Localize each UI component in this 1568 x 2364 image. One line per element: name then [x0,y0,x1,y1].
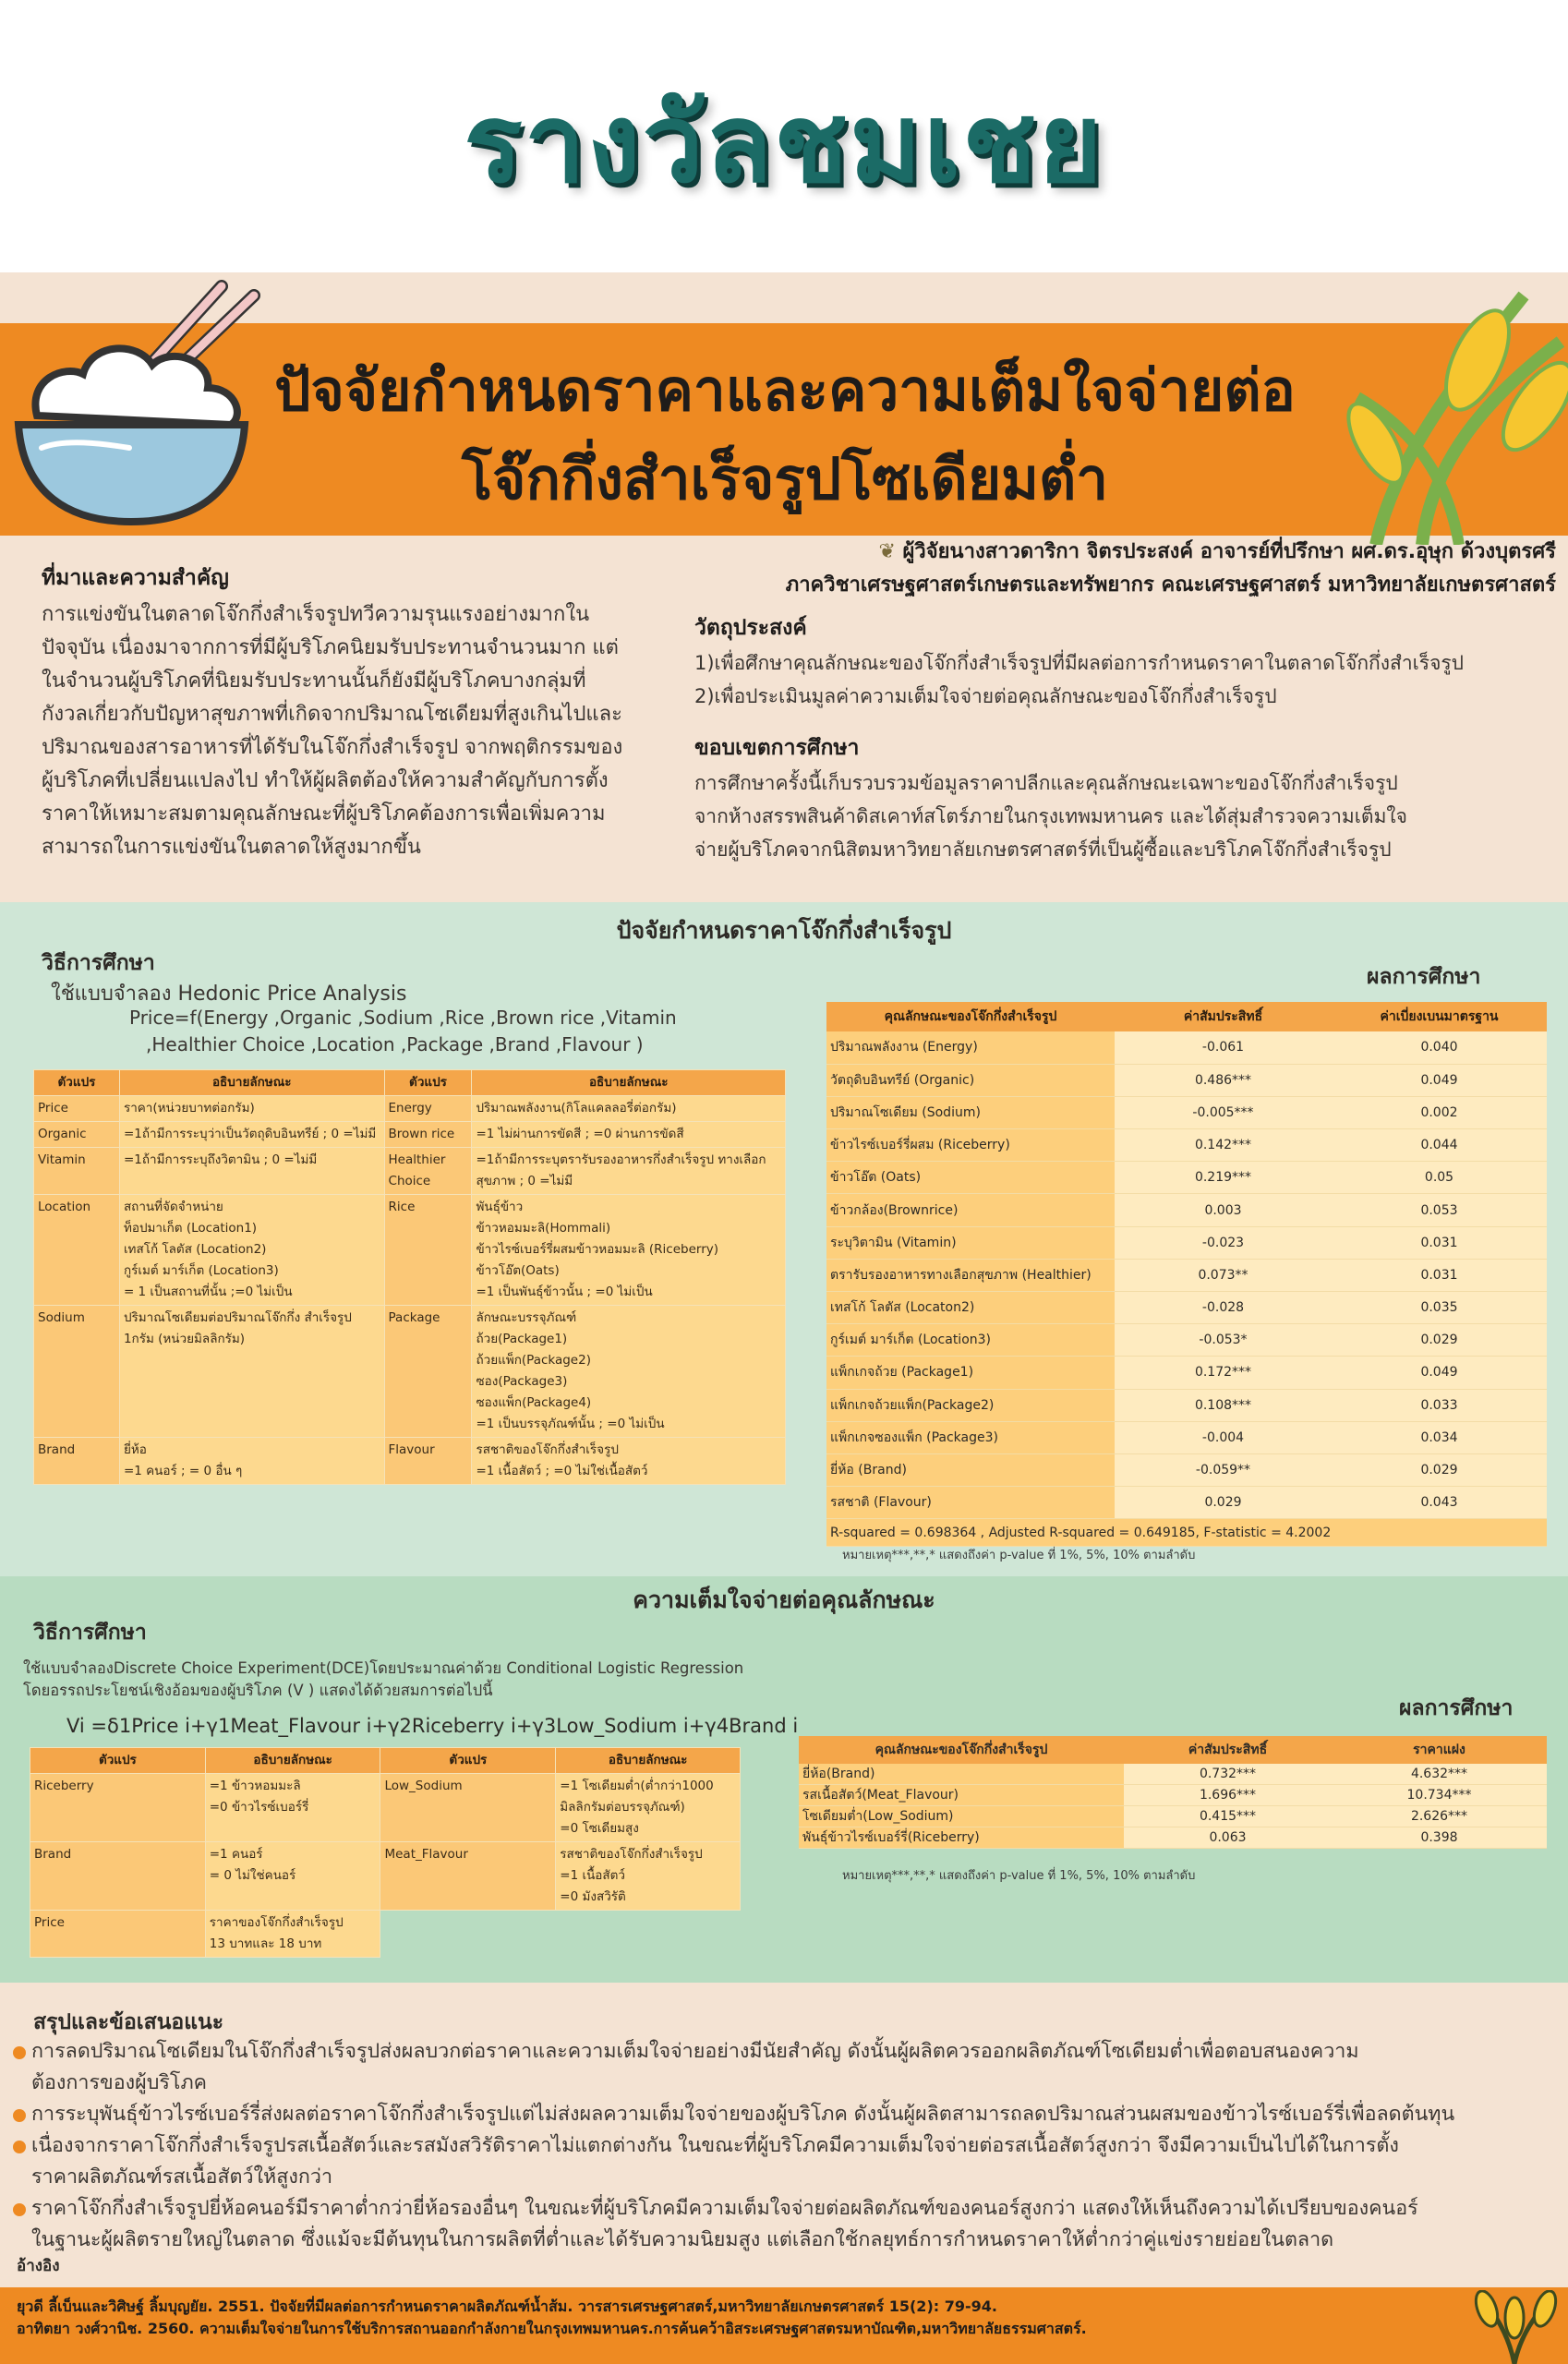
std-error: 0.002 [1332,1096,1547,1128]
bg-line: ในจำนวนผู้บริโภคที่นิยมรับประทานนั้นก็ยังมีผู้บริโภคบางกลุ่มที่ [42,669,586,693]
objectives-heading: วัตถุประสงค์ [694,616,807,640]
std-error: 0.044 [1332,1129,1547,1162]
attribute-name: กูร์เมต์ มาร์เก็ต (Location3) [826,1324,1115,1357]
formula-line: ,Healthier Choice ,Location ,Package ,Brand ,Flavour ) [146,1033,644,1055]
table-row [30,1911,741,1958]
col-header: คุณลักษณะของโจ๊กกึ่งสำเร็จรูป [799,1736,1124,1764]
rice-plant-small-icon [1464,2290,1565,2364]
authors [665,536,1556,602]
scope-heading: ขอบเขตการศึกษา [694,736,860,760]
col-header: อธิบายลักษณะ [556,1748,741,1774]
variable-name: Sodium [34,1306,120,1438]
coefficient: 0.172*** [1115,1357,1332,1389]
attribute-name: ยี่ห้อ(Brand) [799,1764,1124,1785]
std-error: 0.05 [1332,1162,1547,1194]
table-row [799,1806,1547,1827]
coefficient: -0.005*** [1115,1096,1332,1128]
attribute-name: ระบุวิตามิน (Vitamin) [826,1226,1115,1259]
hedonic-result-table [826,1002,1547,1547]
implicit-price: 4.632*** [1332,1764,1547,1785]
table-row [826,1194,1547,1226]
col-header: ค่าสัมประสิทธิ์ [1115,1002,1332,1031]
table-row [826,1064,1547,1096]
background-heading: ที่มาและความสำคัญ [42,566,229,590]
variable-name: Location [34,1195,120,1306]
bg-line: ปริมาณของสารอาหารที่ได้รับในโจ๊กกึ่งสำเร็จรูป จากพฤติกรรมของ [42,736,623,759]
coefficient: 0.142*** [1115,1129,1332,1162]
coefficient: 0.219*** [1115,1162,1332,1194]
attribute-name: ข้าวกล้อง(Brownrice) [826,1194,1115,1226]
attribute-name: ปริมาณโซเดียม (Sodium) [826,1096,1115,1128]
hedonic-method-line: ใช้แบบจำลอง Hedonic Price Analysis [51,983,407,1006]
table-row [826,1487,1547,1519]
background-block [42,561,679,864]
variable-description: รสชาติของโจ๊กกึ่งสำเร็จรูป =1 เนื้อสัตว์ =0 มังสวิรัติ [556,1842,741,1911]
wtp-note: หมายเหตุ***,**,* แสดงถึงค่า p-value ที่ 1%, 5%, 10% ตามลำดับ [842,1869,1196,1883]
std-error: 0.043 [1332,1487,1547,1519]
variable-description: =1ถ้ามีการระบุว่าเป็นวัตถุดิบอินทรีย์ ; 0 =ไม่มี [119,1122,384,1148]
bg-line: กังวลเกี่ยวกับปัญหาสุขภาพที่เกิดจากปริมาณโซเดียมที่สูงเกินไปและ [42,703,622,726]
hedonic-method-heading: วิธีการศึกษา [42,951,155,975]
variable-description: =1 คนอร์ = 0 ไม่ใช่คนอร์ [205,1842,380,1911]
std-error: 0.031 [1332,1259,1547,1291]
hedonic-variable-table [33,1069,786,1485]
background-text [42,598,679,864]
attribute-name: ตรารับรองอาหารทางเลือกสุขภาพ (Healthier) [826,1259,1115,1291]
variable-name: Energy [384,1096,472,1122]
variable-description: =1 ข้าวหอมมะลิ =0 ข้าวไรซ์เบอร์รี่ [205,1774,380,1842]
wtp-equation: Vi =δ1Price i+γ1Meat_Flavour i+γ2Riceberry i+γ3Low_Sodium i+γ4Brand i [66,1715,799,1737]
table-row [826,1226,1547,1259]
variable-name: Riceberry [30,1774,206,1842]
variable-description: =1 โซเดียมต่ำ(ต่ำกว่า1000 มิลลิกรัมต่อบรรจุภัณฑ์) =0 โซเดียมสูง [556,1774,741,1842]
col-header: คุณลักษณะของโจ๊กกึ่งสำเร็จรูป [826,1002,1115,1031]
scope-line: จากห้างสรรพสินค้าดิสเคาท์สโตร์ภายในกรุงเทพมหานคร และได้สุ่มสำรวจความเต็มใจ [694,805,1407,827]
std-error: 0.034 [1332,1421,1547,1453]
col-header: ราคาแฝง [1332,1736,1547,1764]
attribute-name: แพ็กเกจซองแพ็ก (Package3) [826,1421,1115,1453]
conclusion-line: เนื่องจากราคาโจ๊กกึ่งสำเร็จรูปรสเนื้อสัตว์และรสมังสวิรัติราคาไม่แตกต่างกัน ในขณะที่ผู้บริโภคมีความเต็มใจจ่ายต่อรสเนื้อสัตว์สูงกว่า จึงมีความเป็นไปได้ในการตั้ง [31,2134,1399,2157]
bg-line: การแข่งขันในตลาดโจ๊กกึ่งสำเร็จรูปทวีความรุนแรงอย่างมากใน [42,603,590,626]
std-error: 0.049 [1332,1064,1547,1096]
wtp-result-heading: ผลการศึกษา [1399,1696,1514,1720]
table-row [826,1096,1547,1128]
attribute-name: ปริมาณพลังงาน (Energy) [826,1031,1115,1064]
coefficient: 0.486*** [1115,1064,1332,1096]
conclusion-line: ในฐานะผู้ผลิตรายใหญ่ในตลาด ซึ่งแม้จะมีต้นทุนในการผลิตที่ต่ำและได้รับความนิยมสูง แต่เลือกใช้กลยุทธ์การกำหนดราคาให้ต่ำกว่าคู่แข่งรายย่อยในตลาด [31,2228,1334,2251]
conclusion-line: การระบุพันธุ์ข้าวไรซ์เบอร์รี่ส่งผลต่อราคาโจ๊กกึ่งสำเร็จรูปแต่ไม่ส่งผลความเต็มใจจ่ายของผู้บริโภค ดังนั้นผู้ผลิตสามารถลดปริมาณส่วนผสมของข้าวไรซ์เบอร์รี่เพื่อลดต้นทุน [31,2103,1455,2126]
coefficient: -0.053* [1115,1324,1332,1357]
table-row [799,1785,1547,1806]
table-row [826,1453,1547,1486]
variable-name: Rice [384,1195,472,1306]
conclusion-line: ต้องการของผู้บริโภค [31,2071,208,2094]
wheat-icon: ❦ [878,540,903,563]
variable-name: Vitamin [34,1148,120,1195]
hedonic-note: หมายเหตุ***,**,* แสดงถึงค่า p-value ที่ 1%, 5%, 10% ตามลำดับ [842,1549,1196,1562]
implicit-price: 10.734*** [1332,1785,1547,1806]
variable-name: Brown rice [384,1122,472,1148]
col-header: ค่าสัมประสิทธิ์ [1124,1736,1332,1764]
objectives-block [694,611,1562,713]
bg-line: ราคาให้เหมาะสมตามคุณลักษณะที่ผู้บริโภคต้องการเพื่อเพิ่มความ [42,802,606,826]
conclusion-item [13,2036,1560,2099]
variable-description: =1 ไม่ผ่านการขัดสี ; =0 ผ่านการขัดสี [472,1122,786,1148]
attribute-name: วัตถุดิบอินทรีย์ (Organic) [826,1064,1115,1096]
table-row [34,1096,786,1122]
attribute-name: รสเนื้อสัตว์(Meat_Flavour) [799,1785,1124,1806]
r-squared: R-squared = 0.698364 , Adjusted R-squared = 0.649185, F-statistic = 4.2002 [826,1519,1547,1547]
table-row [826,1162,1547,1194]
variable-description: ราคาของโจ๊กกึ่งสำเร็จรูป 13 บาทและ 18 บาท [205,1911,380,1958]
variable-description: ราคา(หน่วยบาทต่อกรัม) [119,1096,384,1122]
wtp-method-line: โดยอรรถประโยชน์เชิงอ้อมของผู้บริโภค (V ) แสดงได้ด้วยสมการต่อไปนี้ [23,1682,493,1699]
variable-name: Low_Sodium [380,1774,556,1842]
coefficient: 0.108*** [1115,1389,1332,1421]
variable-name: Meat_Flavour [380,1842,556,1911]
coefficient: 0.063 [1124,1827,1332,1849]
wtp-method-line: ใช้แบบจำลองDiscrete Choice Experiment(DCE)โดยประมาณค่าด้วย Conditional Logistic Regression [23,1659,744,1677]
hedonic-result-heading: ผลการศึกษา [1367,965,1481,989]
col-header: ตัวแปร [380,1748,556,1774]
attribute-name: เทสโก้ โลตัส (Locaton2) [826,1292,1115,1324]
references-heading: อ้างอิง [17,2257,60,2275]
references-list [17,2296,1457,2340]
std-error: 0.029 [1332,1453,1547,1486]
variable-name: Flavour [384,1438,472,1485]
poster-title [185,346,1385,524]
table-row [826,1357,1547,1389]
reference-item: อาทิตยา วงศ์วานิช. 2560. ความเต็มใจจ่ายในการใช้บริการสถานออกกำลังกายในกรุงเทพมหานคร.การค้นคว้าอิสระเศรษฐศาสตรมหาบัณฑิต,มหาวิทยาลัยธรรมศาสตร์. [17,2320,1087,2337]
scope-block [694,731,1562,866]
title-line-2: โจ๊กกึ่งสำเร็จรูปโซเดียมต่ำ [461,445,1109,513]
authors-line-2: ภาควิชาเศรษฐศาสตร์เกษตรและทรัพยากร คณะเศรษฐศาสตร์ มหาวิทยาลัยเกษตรศาสตร์ [785,573,1556,597]
attribute-name: ยี่ห้อ (Brand) [826,1453,1115,1486]
coefficient: -0.028 [1115,1292,1332,1324]
table-row [34,1438,786,1485]
variable-description: รสชาติของโจ๊กกึ่งสำเร็จรูป =1 เนื้อสัตว์ ; =0 ไม่ใช่เนื้อสัตว์ [472,1438,786,1485]
table-row [34,1195,786,1306]
authors-line-1: ผู้วิจัยนางสาวดาริกา จิตรประสงค์ อาจารย์ที่ปรึกษา ผศ.ดร.อุษุก ด้วงบุตรศรี [902,540,1556,563]
conclusion-item [13,2193,1560,2256]
col-header: อธิบายลักษณะ [119,1070,384,1096]
table-row [826,1292,1547,1324]
table-row [826,1031,1547,1064]
col-header: ค่าเบี่ยงเบนมาตรฐาน [1332,1002,1547,1031]
table-row [30,1774,741,1842]
table-row [34,1122,786,1148]
coefficient: 0.073** [1115,1259,1332,1291]
variable-description [556,1911,741,1958]
variable-name: Organic [34,1122,120,1148]
conclusion-line: ราคาโจ๊กกึ่งสำเร็จรูปยี่ห้อคนอร์มีราคาต่ำกว่ายี่ห้อรองอื่นๆ ในขณะที่ผู้บริโภคมีความเต็มใจจ่ายต่อผลิตภัณฑ์ของคนอร์สูงกว่า แสดงให้เห็นถึงความได้เปรียบของคนอร์ [31,2197,1418,2220]
variable-description: =1ถ้ามีการระบุถึงวิตามิน ; 0 =ไม่มี [119,1148,384,1195]
col-header: อธิบายลักษณะ [205,1748,380,1774]
attribute-name: รสชาติ (Flavour) [826,1487,1115,1519]
table-row [34,1306,786,1438]
table-row [799,1764,1547,1785]
objective-item: 2)เพื่อประเมินมูลค่าความเต็มใจจ่ายต่อคุณลักษณะของโจ๊กกึ่งสำเร็จรูป [694,685,1277,707]
formula-line: Price=f(Energy ,Organic ,Sodium ,Rice ,Brown rice ,Vitamin [129,1007,677,1029]
conclusion-heading: สรุปและข้อเสนอแนะ [33,2010,224,2034]
variable-description: =1ถ้ามีการระบุตรารับรองอาหารกึ่งสำเร็จรูป ทางเลือกสุขภาพ ; 0 =ไม่มี [472,1148,786,1195]
col-header: อธิบายลักษณะ [472,1070,786,1096]
std-error: 0.035 [1332,1292,1547,1324]
variable-description: สถานที่จัดจำหน่าย ท็อปมาเก็ต (Location1) เทสโก้ โลตัส (Location2) กูร์เมต์ มาร์เก็ต (Location3) = 1 เป็นสถานที่นั้น ;=0 ไม่เป็น [119,1195,384,1306]
implicit-price: 0.398 [1332,1827,1547,1849]
wtp-method-heading: วิธีการศึกษา [33,1621,147,1645]
coefficient: -0.059** [1115,1453,1332,1486]
conclusion-line: ราคาผลิตภัณฑ์รสเนื้อสัตว์ให้สูงกว่า [31,2165,333,2189]
std-error: 0.033 [1332,1389,1547,1421]
variable-name: Price [30,1911,206,1958]
wtp-method-text [23,1658,743,1702]
variable-description: ยี่ห้อ =1 คนอร์ ; = 0 อื่น ๆ [119,1438,384,1485]
scope-line: การศึกษาครั้งนี้เก็บรวบรวมข้อมูลราคาปลีกและคุณลักษณะเฉพาะของโจ๊กกึ่งสำเร็จรูป [694,772,1398,794]
table-row [30,1842,741,1911]
col-header: ตัวแปร [30,1748,206,1774]
objective-item: 1)เพื่อศึกษาคุณลักษณะของโจ๊กกึ่งสำเร็จรูปที่มีผลต่อการกำหนดราคาในตลาดโจ๊กกึ่งสำเร็จรูป [694,652,1464,674]
table-row [34,1148,786,1195]
bg-line: สามารถในการแข่งขันในตลาดให้สูงมากขึ้น [42,836,421,859]
coefficient: -0.023 [1115,1226,1332,1259]
coefficient: 1.696*** [1124,1785,1332,1806]
variable-description: พันธุ์ข้าว ข้าวหอมมะลิ(Hommali) ข้าวไรซ์เบอร์รี่ผสมข้าวหอมมะลิ (Riceberry) ข้าวโอ๊ต(Oats) =1 เป็นพันธุ์ข้าวนั้น ; =0 ไม่เป็น [472,1195,786,1306]
table-row [826,1389,1547,1421]
coefficient: 0.003 [1115,1194,1332,1226]
table-row [826,1129,1547,1162]
hedonic-section-title: ปัจจัยกำหนดราคาโจ๊กกึ่งสำเร็จรูป [616,917,952,944]
std-error: 0.031 [1332,1226,1547,1259]
award-title: รางวัลชมเชย [464,79,1104,207]
conclusion-item [13,2130,1560,2193]
table-row [826,1259,1547,1291]
bg-line: ปัจจุบัน เนื่องมาจากการที่มีผู้บริโภคนิยมรับประทานจำนวนมาก แต่ [42,636,619,659]
coefficient: 0.732*** [1124,1764,1332,1785]
table-row [799,1827,1547,1849]
variable-name: Price [34,1096,120,1122]
wtp-variable-table [30,1747,741,1958]
hedonic-formula [129,1005,677,1058]
col-header: ตัวแปร [34,1070,120,1096]
variable-description: ปริมาณโซเดียมต่อปริมาณโจ๊กกึ่ง สำเร็จรูป 1กรัม (หน่วยมิลลิกรัม) [119,1306,384,1438]
coefficient: -0.061 [1115,1031,1332,1064]
conclusion-list [13,2036,1560,2256]
variable-name: Package [384,1306,472,1438]
col-header: ตัวแปร [384,1070,472,1096]
variable-description: ลักษณะบรรจุภัณฑ์ ถ้วย(Package1) ถ้วยแพ็ก(Package2) ซอง(Package3) ซองแพ็ก(Package4) =1 เป็นบรรจุภัณฑ์นั้น ; =0 ไม่เป็น [472,1306,786,1438]
std-error: 0.029 [1332,1324,1547,1357]
std-error: 0.049 [1332,1357,1547,1389]
variable-name: Brand [30,1842,206,1911]
attribute-name: โซเดียมต่ำ(Low_Sodium) [799,1806,1124,1827]
variable-name: Brand [34,1438,120,1485]
std-error: 0.040 [1332,1031,1547,1064]
bg-line: ผู้บริโภคที่เปลี่ยนแปลงไป ทำให้ผู้ผลิตต้องให้ความสำคัญกับการตั้ง [42,769,609,792]
implicit-price: 2.626*** [1332,1806,1547,1827]
variable-name [380,1911,556,1958]
attribute-name: แพ็กเกจถ้วยแพ็ก(Package2) [826,1389,1115,1421]
conclusion-item [13,2099,1560,2130]
table-row [826,1421,1547,1453]
coefficient: 0.029 [1115,1487,1332,1519]
reference-item: ยุวดี ลี้เบ็นและวิศิษฐ์ ลิ้มบุญยัย. 2551. ปัจจัยที่มีผลต่อการกำหนดราคาผลิตภัณฑ์น้ำส้ม. วารสารเศรษฐศาสตร์,มหาวิทยาลัยเกษตรศาสตร์ 15(2): 79-94. [17,2298,997,2315]
attribute-name: ข้าวไรซ์เบอร์รี่ผสม (Riceberry) [826,1129,1115,1162]
scope-line: จ่ายผู้บริโภคจากนิสิตมหาวิทยาลัยเกษตรศาสตร์ที่เป็นผู้ซื้อและบริโภคโจ๊กกึ่งสำเร็จรูป [694,838,1392,861]
conclusion-line: การลดปริมาณโซเดียมในโจ๊กกึ่งสำเร็จรูปส่งผลบวกต่อราคาและความเต็มใจจ่ายอย่างมีนัยสำคัญ ดังนั้นผู้ผลิตควรออกผลิตภัณฑ์โซเดียมต่ำเพื่อตอบสนองความ [31,2040,1359,2063]
variable-name: Healthier Choice [384,1148,472,1195]
coefficient: -0.004 [1115,1421,1332,1453]
attribute-name: พันธุ์ข้าวไรซ์เบอร์รี่(Riceberry) [799,1827,1124,1849]
std-error: 0.053 [1332,1194,1547,1226]
title-line-1: ปัจจัยกำหนดราคาและความเต็มใจจ่ายต่อ [274,356,1296,424]
table-row [826,1324,1547,1357]
variable-description: ปริมาณพลังงาน(กิโลแคลลอรี่ต่อกรัม) [472,1096,786,1122]
wtp-section-title: ความเต็มใจจ่ายต่อคุณลักษณะ [633,1586,935,1613]
attribute-name: ข้าวโอ๊ต (Oats) [826,1162,1115,1194]
wtp-result-table [799,1736,1547,1849]
coefficient: 0.415*** [1124,1806,1332,1827]
attribute-name: แพ็กเกจถ้วย (Package1) [826,1357,1115,1389]
